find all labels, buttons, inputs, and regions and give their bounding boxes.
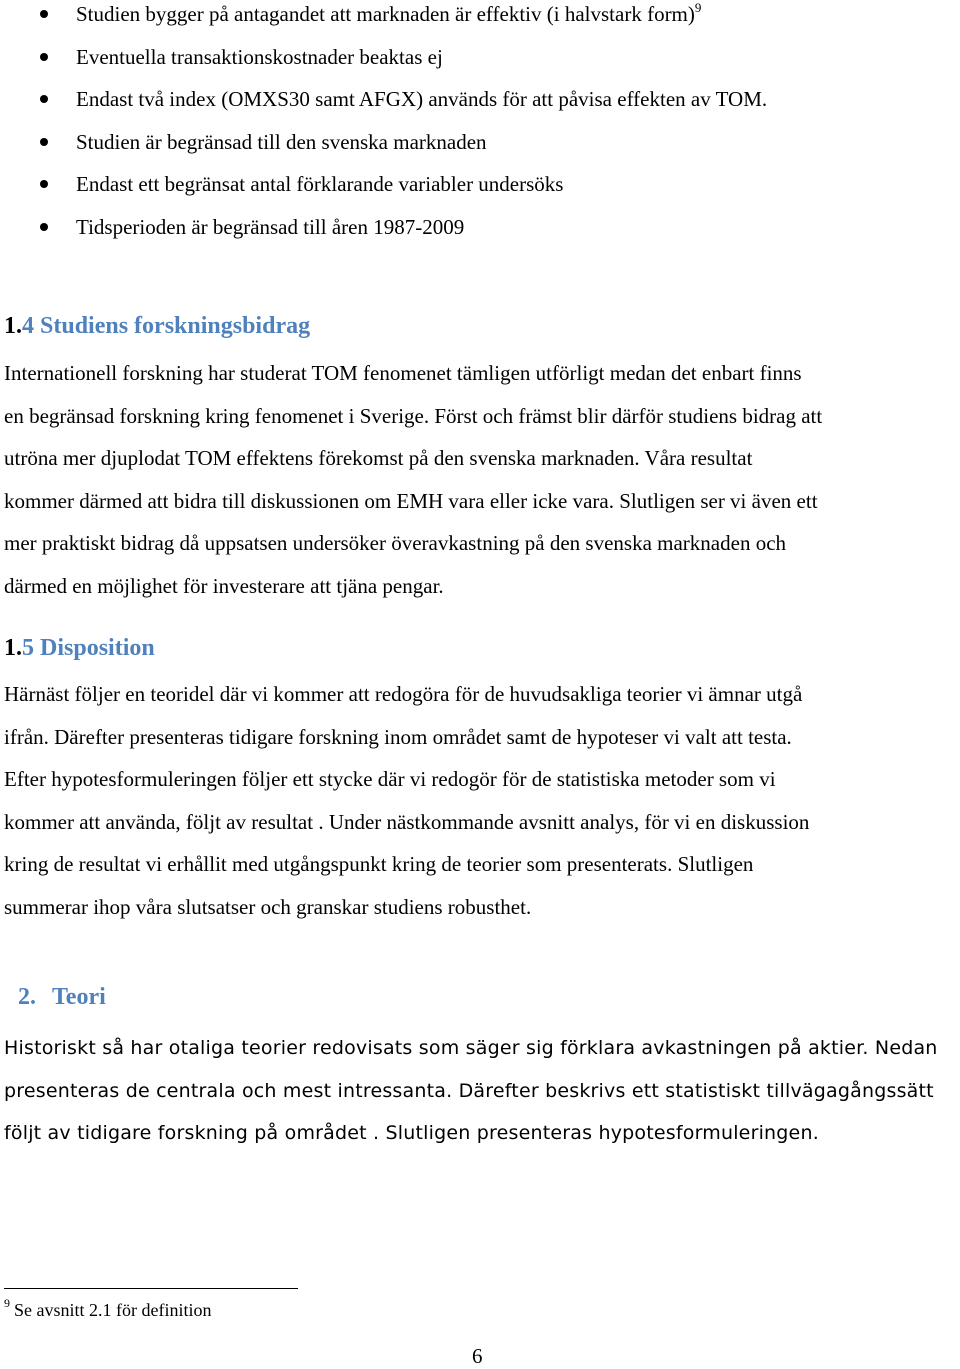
paragraph-line: ifrån. Därefter presenteras tidigare forskning inom området samt de hypoteser vi valt att testa. [4,724,792,749]
list-item [0,85,960,128]
bullet-icon [40,53,48,61]
paragraph-line: kommer därmed att bidra till diskussionen om EMH vara eller icke vara. Slutligen ser vi även ett [4,488,818,513]
section-title: 4 Studiens forskningsbidrag [22,313,311,339]
limitations-list [0,0,960,256]
section-heading-1-4 [4,313,310,340]
list-item-text: Eventuella transaktionskostnader beaktas ej [76,44,443,69]
section-title: Teori [52,984,106,1010]
list-item [0,43,960,86]
footnote-number: 9 [4,1296,10,1310]
section-heading-2 [18,984,106,1011]
bullet-icon [40,223,48,231]
paragraph-line: summerar ihop våra slutsatser och granskar studiens robusthet. [4,894,532,919]
list-item-text: Endast ett begränsat antal förklarande variabler undersöks [76,172,564,197]
paragraph-line: Internationell forskning har studerat TOM fenomenet tämligen utförligt medan det enbart finns [4,361,802,385]
paragraph-line: Historiskt så har otaliga teorier redovisats som säger sig förklara avkastningen på aktier. Nedan [4,1037,938,1059]
paragraph-line: därmed en möjlighet för investerare att tjäna pengar. [4,573,444,598]
bullet-icon [40,95,48,103]
list-item-text: Studien bygger på antagandet att marknaden är effektiv (i halvstark form) [76,2,695,26]
paragraph-line: utröna mer djuplodat TOM effektens förekomst på den svenska marknaden. Våra resultat [4,446,753,471]
list-item [0,0,960,43]
paragraph-line: presenteras de centrala och mest intressanta. Därefter beskrivs ett statistiskt tillvägagångssätt [4,1079,934,1102]
section-1-5-paragraph [4,673,958,929]
bullet-icon [40,180,48,188]
paragraph-line: Härnäst följer en teoridel där vi kommer att redogöra för de huvudsakliga teorier vi ämnar utgå [4,682,803,706]
list-item [0,128,960,171]
footnote-text: Se avsnitt 2.1 för definition [14,1300,212,1320]
paragraph-line: mer praktiskt bidrag då uppsatsen undersöker överavkastning på den svenska marknaden och [4,531,787,556]
section-number: 2. [18,984,36,1010]
bullet-icon [40,10,48,18]
page-number: 6 [472,1344,483,1368]
section-1-4-paragraph [4,352,958,608]
list-item-text: Studien är begränsad till den svenska marknaden [76,129,487,154]
paragraph-line: kring de resultat vi erhållit med utgångspunkt kring de teorier som presenterats. Slutligen [4,852,754,877]
section-number: 1. [4,635,22,661]
section-2-paragraph [4,1027,958,1155]
list-item-text: Tidsperioden är begränsad till åren 1987-2009 [76,214,465,239]
bullet-icon [40,138,48,146]
list-item-text: Endast två index (OMXS30 samt AFGX) används för att påvisa effekten av TOM. [76,87,768,112]
list-item [0,213,960,256]
paragraph-line: Efter hypotesformuleringen följer ett stycke där vi redogör för de statistiska metoder som vi [4,767,776,792]
footnote-reference[interactable]: 9 [694,0,702,15]
section-heading-1-5 [4,635,155,662]
paragraph-line: följt av tidigare forskning på området . Slutligen presenteras hypotesformuleringen. [4,1122,819,1145]
footnote [4,1296,212,1321]
section-number: 1. [4,313,22,339]
paragraph-line: kommer att använda, följt av resultat . Under nästkommande avsnitt analys, för vi en diskussion [4,809,810,834]
paragraph-line: en begränsad forskning kring fenomenet i Sverige. Först och främst blir därför studiens bidrag att [4,403,823,428]
list-item [0,170,960,213]
footnote-separator [4,1288,298,1289]
section-title: 5 Disposition [22,635,155,661]
